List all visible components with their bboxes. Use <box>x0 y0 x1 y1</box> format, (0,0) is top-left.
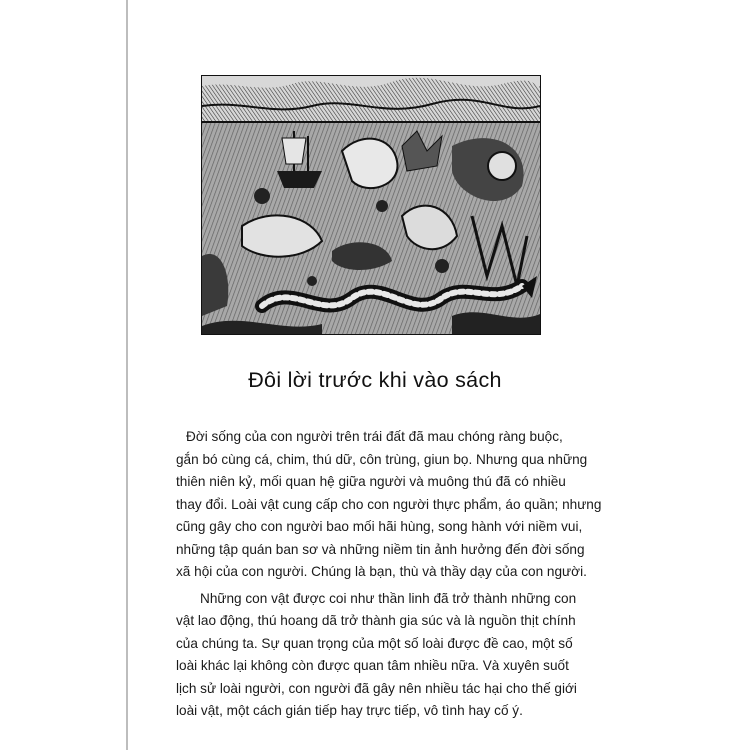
paragraph-1-line: Đời sống của con người trên trái đất đã mau chóng ràng buộc, <box>186 429 563 444</box>
sea-monsters-engraving-icon <box>201 75 541 335</box>
page-title: Đôi lời trước khi vào sách <box>248 368 502 392</box>
paragraph-1-line: xã hội của con người. Chúng là bạn, thù và thầy dạy của con người. <box>176 564 587 579</box>
paragraph-2 <box>176 588 618 723</box>
paragraph-2-line: Những con vật được coi như thần linh đã trở thành những con <box>200 590 577 606</box>
paragraph-1-line: thay đổi. Loài vật cung cấp cho con người thực phẩm, áo quần; nhưng <box>176 496 602 512</box>
body-text <box>176 426 618 723</box>
paragraph-2-line: loài vật, một cách gián tiếp hay trực tiếp, vô tình hay cố ý. <box>176 703 523 718</box>
paragraph-1-line: những tập quán ban sơ và những niềm tin ảnh hưởng đến đời sống <box>176 541 585 557</box>
paragraph-2-line: loài khác lại không còn được quan tâm nhiều nữa. Và xuyên suốt <box>176 658 569 673</box>
paragraph-2-line: vật lao động, thú hoang dã trở thành gia súc và là nguồn thịt chính <box>176 613 576 628</box>
paragraph-1 <box>176 426 618 584</box>
paragraph-1-line: gắn bó cùng cá, chim, thú dữ, côn trùng, giun bọ. Nhưng qua những <box>176 451 588 467</box>
paragraph-2-line: lịch sử loài người, con người đã gây nên nhiều tác hại cho thế giới <box>176 680 577 696</box>
paragraph-2-line: của chúng ta. Sự quan trọng của một số loài được đề cao, một số <box>176 635 573 651</box>
paragraph-1-line: thiên niên kỷ, mối quan hệ giữa người và muông thú đã có nhiều <box>176 474 566 489</box>
paragraph-1-line: cũng gây cho con người bao mối hãi hùng, song hành với niềm vui, <box>176 519 583 534</box>
